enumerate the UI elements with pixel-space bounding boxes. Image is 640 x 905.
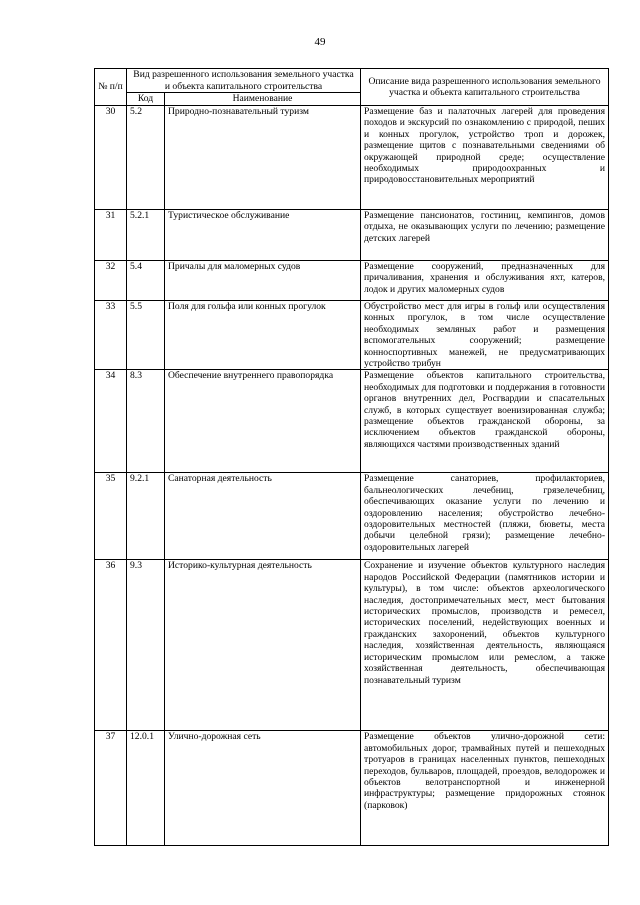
header-description: Описание вида разрешенного использования земельного участка и объекта капитального строительства	[361, 69, 609, 106]
row-number: 35	[95, 473, 127, 560]
row-description: Размещение объектов капитального строительства, необходимых для подготовки и поддержания в готовности органов внутренних дел, Росгвардии и спасательных служб, в которых существует военизированная служба; размещение объектов гражданской обороны, за исключением объектов гражданской обороны, являющихся частями производственных зданий	[361, 370, 609, 473]
table-row	[95, 370, 609, 473]
header-group: Вид разрешенного использования земельного участка и объекта капитального строительства	[127, 69, 361, 93]
row-code: 9.3	[127, 560, 165, 731]
row-number: 34	[95, 370, 127, 473]
row-description: Размещение санаториев, профилакториев, бальнеологических лечебниц, грязелечебниц, обеспечивающих оказание услуги по лечению и оздоровлению населения; обустройство лечебно-оздоровительных местностей (пляжи, бюветы, места добычи целебной грязи); размещение лечебно-оздоровительных лагерей	[361, 473, 609, 560]
row-name: Санаторная деятельность	[165, 473, 361, 560]
table-header-row	[95, 69, 609, 93]
row-description: Размещение сооружений, предназначенных для причаливания, хранения и обслуживания яхт, катеров, лодок и других маломерных судов	[361, 261, 609, 301]
table-row	[95, 560, 609, 731]
row-name: Улично-дорожная сеть	[165, 731, 361, 846]
row-description: Размещение объектов улично-дорожной сети: автомобильных дорог, трамвайных путей и пешеходных тротуаров в границах населенных пунктов, пешеходных переходов, бульваров, площадей, проездов, велодорожек и объектов велотранспортной и инженерной инфраструктуры; размещение придорожных стоянок (парковок)	[361, 731, 609, 846]
row-code: 5.4	[127, 261, 165, 301]
row-code: 9.2.1	[127, 473, 165, 560]
table-row	[95, 210, 609, 261]
row-code: 5.2	[127, 106, 165, 210]
header-num: № п/п	[95, 69, 127, 106]
row-number: 37	[95, 731, 127, 846]
row-name: Обеспечение внутреннего правопорядка	[165, 370, 361, 473]
row-description: Сохранение и изучение объектов культурного наследия народов Российской Федерации (памятников истории и культуры), в том числе: объектов археологического наследия, достопримечательных мест, мест бытования исторических промыслов, производств и ремесел, исторических поселений, недействующих военных и гражданских захоронений, объектов культурного наследия, хозяйственная деятельность, являющаяся историческим промыслом или ремеслом, а также хозяйственная деятельность, обеспечивающая познавательный туризм	[361, 560, 609, 731]
table-row	[95, 473, 609, 560]
row-number: 31	[95, 210, 127, 261]
row-code: 8.3	[127, 370, 165, 473]
table-row	[95, 106, 609, 210]
table-row	[95, 731, 609, 846]
row-code: 12.0.1	[127, 731, 165, 846]
row-name: Туристическое обслуживание	[165, 210, 361, 261]
row-description: Размещение баз и палаточных лагерей для проведения походов и экскурсий по ознакомлению с природой, пеших и конных прогулок, устройство троп и дорожек, размещение щитов с познавательными сведениями об окружающей природной среде; осуществление необходимых природоохранных и природовосстановительных мероприятий	[361, 106, 609, 210]
page-number: 49	[314, 36, 326, 48]
row-name: Поля для гольфа или конных прогулок	[165, 301, 361, 370]
row-name: Историко-культурная деятельность	[165, 560, 361, 731]
header-code: Код	[127, 93, 165, 106]
row-code: 5.2.1	[127, 210, 165, 261]
row-description: Обустройство мест для игры в гольф или осуществления конных прогулок, в том числе осуществление необходимых земляных работ и размещения вспомогательных сооружений; размещение конноспортивных манежей, не предусматривающих устройство трибун	[361, 301, 609, 370]
table-row	[95, 301, 609, 370]
row-number: 36	[95, 560, 127, 731]
table-row	[95, 261, 609, 301]
row-name: Причалы для маломерных судов	[165, 261, 361, 301]
row-number: 32	[95, 261, 127, 301]
row-name: Природно-познавательный туризм	[165, 106, 361, 210]
header-name: Наименование	[165, 93, 361, 106]
land-use-table	[94, 68, 609, 846]
row-number: 30	[95, 106, 127, 210]
row-code: 5.5	[127, 301, 165, 370]
row-description: Размещение пансионатов, гостиниц, кемпингов, домов отдыха, не оказывающих услуги по лечению; размещение детских лагерей	[361, 210, 609, 261]
row-number: 33	[95, 301, 127, 370]
